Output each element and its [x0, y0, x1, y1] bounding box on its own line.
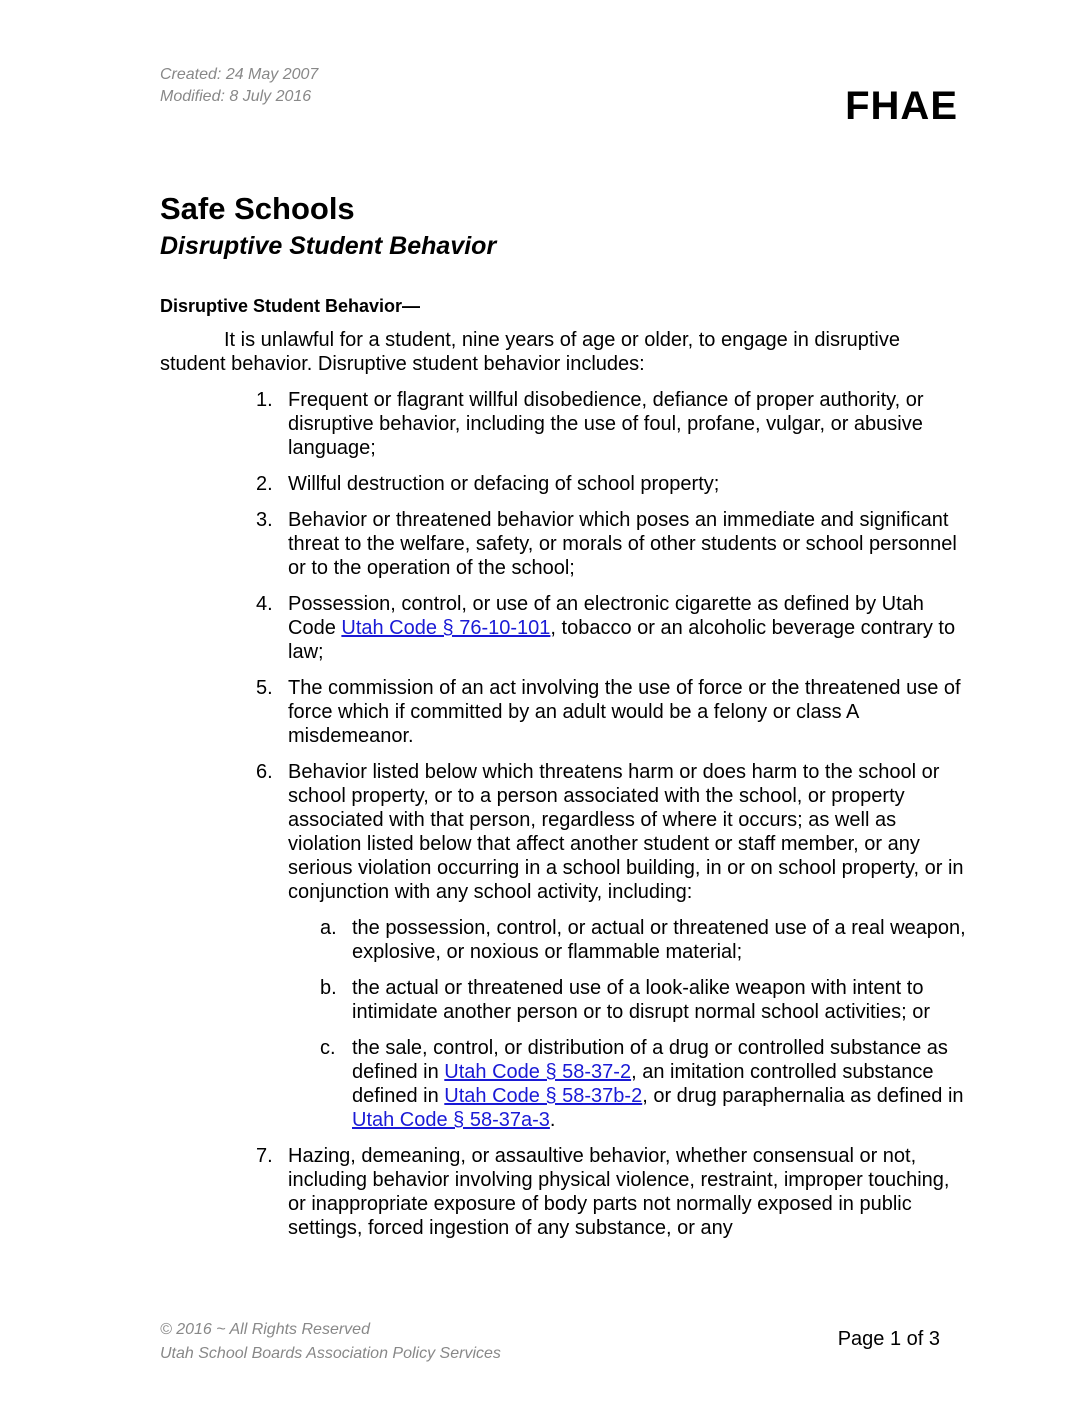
- list-number: 1.: [256, 389, 273, 411]
- list-text: Willful destruction or defacing of school property;: [288, 473, 720, 495]
- sub-list-item: [320, 916, 968, 964]
- list-item: [256, 508, 968, 580]
- sub-list-text: the possession, control, or actual or threatened use of a real weapon, explosive, or noxious or flammable material;: [352, 917, 966, 963]
- sub-list-text: , an imitation controlled substance defined in: [352, 1061, 934, 1107]
- footer-left: [160, 1318, 501, 1366]
- list-number: 2.: [256, 473, 273, 495]
- list-item: [256, 592, 968, 664]
- section-heading: Disruptive Student Behavior—: [160, 296, 421, 316]
- document-meta: [160, 64, 318, 108]
- list-number: 7.: [256, 1145, 273, 1167]
- list-text: The commission of an act involving the use of force or the threatened use of force which if committed by an adult would be a felony or class A misdemeanor.: [288, 677, 961, 747]
- list-item: [256, 388, 968, 460]
- list-text: Hazing, demeaning, or assaultive behavior, whether consensual or not, including behavior involving physical violence, restraint, improper touching, or inappropriate exposure of body parts not normally exposed in public settings, forced ingestion of any substance, or any: [288, 1145, 950, 1239]
- utah-code-58-37-2-link[interactable]: Utah Code § 58-37-2: [444, 1061, 632, 1083]
- sub-list-item: [320, 976, 968, 1024]
- sub-list-item: [320, 1036, 968, 1132]
- page-number: Page 1 of 3: [837, 1328, 940, 1350]
- sub-list: [288, 916, 968, 1132]
- sub-list-letter: c.: [320, 1037, 336, 1059]
- utah-code-58-37b-2-link[interactable]: Utah Code § 58-37b-2: [444, 1085, 643, 1107]
- policy-code: FHAE: [845, 84, 958, 128]
- list-text: Behavior or threatened behavior which poses an immediate and significant threat to the welfare, safety, or morals of other students or school personnel or to the operation of the school;: [288, 509, 957, 579]
- list-number: 5.: [256, 677, 273, 699]
- sub-list-text: , or drug paraphernalia as defined in: [642, 1085, 964, 1107]
- utah-code-58-37a-3-link[interactable]: Utah Code § 58-37a-3: [352, 1109, 550, 1131]
- copyright: © 2016 ~ All Rights Reserved: [160, 1321, 370, 1338]
- list-text-pre: Possession, control, or use of an electronic cigarette as defined by Utah Code: [288, 593, 924, 639]
- created-date: Created: 24 May 2007: [160, 66, 319, 83]
- page-subtitle: Disruptive Student Behavior: [160, 232, 497, 260]
- list-number: 3.: [256, 509, 273, 531]
- sub-list-text: .: [549, 1109, 556, 1131]
- list-text-post: , tobacco or an alcoholic beverage contrary to law;: [288, 617, 956, 663]
- list-item: [256, 472, 968, 496]
- behavior-list: [256, 388, 968, 1252]
- list-number: 6.: [256, 761, 273, 783]
- list-item: [256, 1144, 968, 1240]
- sub-list-letter: b.: [320, 977, 337, 999]
- list-item: [256, 676, 968, 748]
- list-item: [256, 760, 968, 1132]
- list-text: Behavior listed below which threatens harm or does harm to the school or school property, or to a person associated with the school, or property associated with that person, regardless of where it occurs; as well as violation listed below that affect another student or staff member, or any serious violation occurring in a school building, in or on school property, or in conjunction with any school activity, including:: [288, 761, 964, 903]
- sub-list-text: the actual or threatened use of a look-alike weapon with intent to intimidate another person or to disrupt normal school activities; or: [352, 977, 931, 1023]
- sub-list-letter: a.: [320, 917, 337, 939]
- intro-paragraph: It is unlawful for a student, nine years of age or older, to engage in disruptive student behavior. Disruptive student behavior includes:: [160, 329, 900, 375]
- list-text: Frequent or flagrant willful disobedience, defiance of proper authority, or disruptive behavior, including the use of foul, profane, vulgar, or abusive language;: [288, 389, 924, 459]
- page-title: Safe Schools: [160, 191, 355, 226]
- list-number: 4.: [256, 593, 273, 615]
- utah-code-76-10-101-link[interactable]: Utah Code § 76-10-101: [341, 617, 551, 639]
- publisher: Utah School Boards Association Policy Services: [160, 1345, 501, 1362]
- sub-list-text: the sale, control, or distribution of a drug or controlled substance as defined in: [352, 1037, 948, 1083]
- modified-date: Modified: 8 July 2016: [160, 88, 312, 105]
